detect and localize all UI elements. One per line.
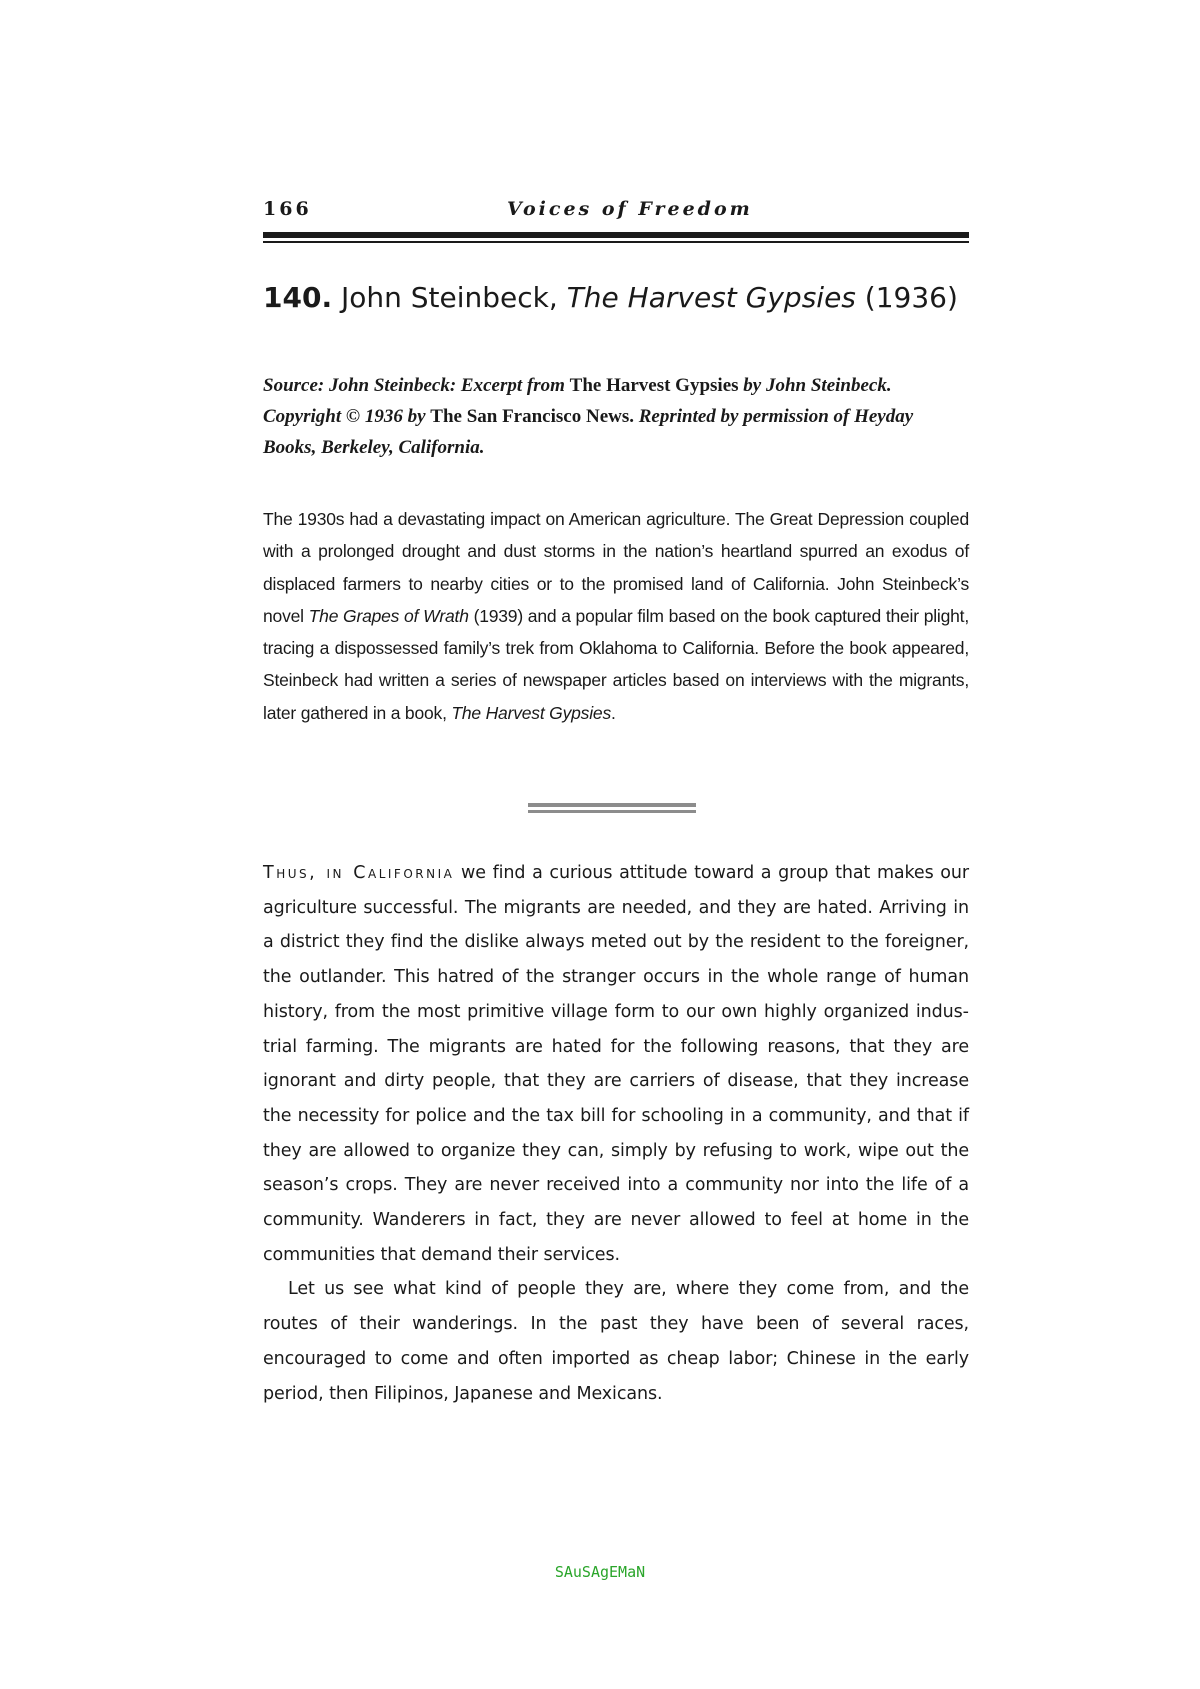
excerpt-body: [263, 856, 969, 1411]
section-divider-top: [528, 803, 696, 807]
document-year: (1936): [864, 281, 958, 314]
paragraph-1-text: we find a curious attitude toward a group that makes our agriculture successful. The migrants are needed, and they are hated. Arriving in a district they find the dislike always meted out by the resident to the foreigner, the outlander. This hatred of the stranger occurs in the whole range of human history, from the most primitive village form to our own highly organized industrial farming. The migrants are hated for the following reasons, that they are ignorant and dirty people, that they are carriers of disease, that they increase the necessity for police and the tax bill for schooling in a community, and that if they are allowed to organize they can, simply by refusing to work, wipe out the season’s crops. They are never received into a community nor into the life of a community. Wanderers in fact, they are never allowed to feel at home in the communities that demand their services.: [263, 863, 970, 1265]
watermark: SAuSAgEMaN: [554, 1563, 646, 1581]
intro-title-1: The Grapes of Wrath: [308, 605, 469, 626]
source-citation: [263, 370, 969, 463]
source-title-2: The San Francisco News.: [430, 406, 634, 427]
document-work-title: The Harvest Gypsies: [566, 281, 856, 314]
header-rule-thick: [263, 232, 969, 238]
excerpt-paragraph-2: Let us see what kind of people they are, where they come from, and the routes of their wanderings. In the past they have been of several races, encouraged to come and often imported as cheap labor; Chinese in the early period, then Filipinos, Japanese and Mexicans.: [263, 1279, 969, 1404]
book-title: Voices of Freedom: [507, 198, 753, 220]
intro-text-3: .: [611, 702, 616, 723]
intro-paragraph: [263, 503, 969, 729]
source-text-1: Source: John Steinbeck: Excerpt from: [263, 375, 570, 396]
document-title: [263, 278, 969, 318]
excerpt-paragraph-1: [263, 856, 969, 1272]
header-rule-thin: [263, 241, 969, 243]
section-divider-bottom: [528, 810, 696, 813]
intro-text-2: (1939) and a popular film based on the book captured their plight, tracing a dispossessed family’s trek from Oklahoma to California. Before the book appeared, Steinbeck had written a series of newspaper articles based on interviews with the migrants, later gathered in a book,: [263, 605, 969, 723]
source-text-2: by John Steinbeck. Copyright © 1936 by: [263, 375, 892, 427]
document-number: 140.: [263, 281, 333, 314]
running-head: [263, 198, 969, 228]
intro-text-1: The 1930s had a devastating impact on American agriculture. The Great Depression coupled with a prolonged drought and dust storms in the nation’s heartland spurred an exodus of displaced farmers to nearby cities or to the promised land of California. John Steinbeck’s novel: [263, 509, 969, 626]
intro-title-2: The Harvest Gypsies: [451, 702, 611, 723]
opening-words: Thus, in California: [263, 863, 455, 883]
page-number: 166: [263, 198, 312, 220]
document-author: John Steinbeck,: [341, 281, 558, 314]
source-text-3: Reprinted by permission of Heyday Books, Berkeley, California.: [263, 406, 914, 458]
source-title-1: The Harvest Gypsies: [569, 375, 739, 396]
